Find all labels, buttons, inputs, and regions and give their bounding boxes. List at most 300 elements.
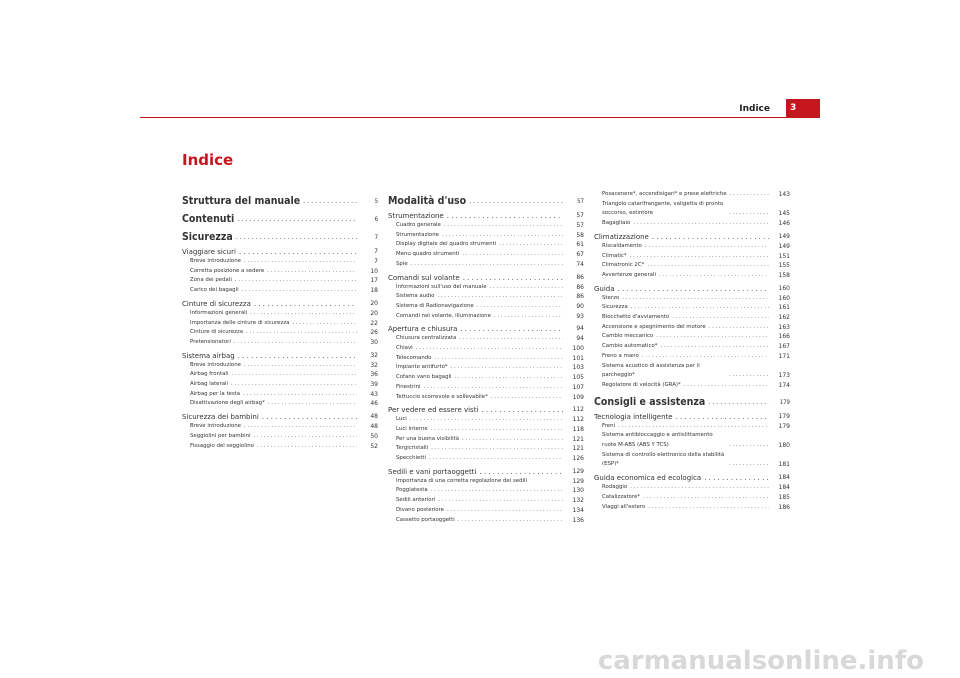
- dot-leader: [661, 342, 769, 352]
- toc-section[interactable]: [388, 467, 584, 477]
- toc-entry[interactable]: [388, 506, 584, 516]
- toc-section[interactable]: [182, 412, 378, 422]
- toc-entry-title: Fissaggio del seggiolino: [190, 442, 254, 449]
- dot-leader: [234, 338, 357, 348]
- toc-entry-title: Rodaggio: [602, 484, 628, 491]
- toc-entry-title: Spie: [396, 260, 408, 267]
- toc-entry-title: Luci: [396, 416, 407, 423]
- dot-leader: [656, 332, 769, 342]
- toc-page-number: 52: [370, 442, 378, 450]
- dot-leader: [630, 252, 769, 262]
- toc-entry[interactable]: [388, 425, 584, 435]
- toc-page-number: 103: [572, 364, 584, 372]
- toc-entry-title: Informazioni generali: [190, 309, 248, 316]
- toc-entry-title: Freno a mano: [602, 352, 639, 359]
- toc-column-1: [182, 190, 378, 451]
- toc-entry-title: Cambio meccanico: [602, 333, 654, 340]
- toc-page-number: 32: [370, 361, 378, 369]
- dot-leader: [438, 496, 563, 506]
- toc-entry[interactable]: [182, 380, 378, 390]
- toc-page-number: 101: [572, 354, 584, 362]
- dot-leader: [709, 323, 769, 333]
- dot-leader: [643, 493, 769, 503]
- toc-entry-title: Sistema di controllo elettronico della stabilità (ESP)*: [602, 451, 725, 468]
- toc-page-number: 129: [572, 477, 584, 485]
- toc-entry[interactable]: [388, 221, 584, 231]
- toc-entry-title: Cinture di sicurezza: [182, 299, 251, 308]
- dot-leader: [431, 425, 563, 435]
- toc-page-number: 61: [576, 241, 584, 249]
- toc-entry[interactable]: [182, 422, 378, 432]
- toc-entry-title: Sterzo: [602, 294, 620, 301]
- toc-entry[interactable]: [594, 362, 790, 381]
- dot-leader: [253, 432, 357, 442]
- dot-leader: [642, 352, 769, 362]
- dot-leader: [268, 399, 357, 409]
- toc-entry-title: Comandi nel volante, illuminazione: [396, 312, 491, 319]
- toc-page-number: 109: [572, 393, 584, 401]
- dot-leader: [454, 373, 563, 383]
- header-title: Indice: [739, 104, 770, 114]
- dot-leader: [303, 195, 357, 208]
- toc-entry[interactable]: [388, 292, 584, 302]
- dot-leader: [231, 370, 357, 380]
- toc-page-number: 167: [778, 343, 790, 351]
- dot-leader: [460, 324, 563, 334]
- toc-page-number: 161: [778, 304, 790, 312]
- toc-page-number: 107: [572, 383, 584, 391]
- toc-page-number: 86: [576, 293, 584, 301]
- toc-page-number: 181: [778, 461, 790, 469]
- dot-leader: [648, 503, 769, 513]
- toc-section[interactable]: [182, 351, 378, 361]
- dot-leader: [618, 284, 769, 294]
- toc-entry[interactable]: [388, 334, 584, 344]
- toc-entry-title: Finestrini: [396, 383, 421, 390]
- toc-entry[interactable]: [182, 286, 378, 296]
- dot-leader: [684, 381, 769, 391]
- dot-leader: [236, 231, 357, 244]
- toc-section[interactable]: [388, 324, 584, 334]
- toc-section[interactable]: [388, 273, 584, 283]
- toc-entry-title: Guida economica ed ecologica: [594, 474, 702, 483]
- toc-entry[interactable]: [594, 503, 790, 513]
- dot-leader: [239, 247, 357, 257]
- dot-leader: [462, 435, 563, 445]
- toc-entry[interactable]: [182, 328, 378, 338]
- toc-page-number: 174: [778, 381, 790, 389]
- toc-entry-title: Cuadro generale: [396, 222, 441, 228]
- toc-page-number: 5: [374, 198, 378, 205]
- toc-entry-title: Corretta posizione a sedere: [190, 267, 265, 274]
- toc-page-number: 57: [577, 198, 584, 205]
- toc-page-number: 166: [778, 333, 790, 341]
- toc-page-number: 134: [572, 506, 584, 514]
- toc-entry[interactable]: [594, 252, 790, 262]
- toc-page-number: 171: [778, 352, 790, 360]
- dot-leader: [244, 361, 357, 371]
- toc-entry-title: Sistema audio: [396, 293, 435, 300]
- toc-entry[interactable]: [594, 190, 790, 200]
- dot-leader: [477, 302, 563, 312]
- toc-entry-title: Zona dei pedali: [190, 277, 232, 284]
- toc-chapter[interactable]: [594, 396, 790, 409]
- toc-entry-title: Impianto antifurto*: [396, 364, 448, 371]
- toc-entry-title: Per una buona visibilità: [396, 435, 460, 442]
- toc-entry-title: Blocchetto d'avviamento: [602, 314, 670, 321]
- toc-entry-title: Sedili e vani portaoggetti: [388, 467, 477, 476]
- dot-leader: [631, 303, 769, 313]
- dot-leader: [463, 273, 563, 283]
- dot-leader: [729, 460, 769, 470]
- toc-page-number: 48: [370, 423, 378, 431]
- dot-leader: [708, 396, 769, 409]
- dot-leader: [254, 299, 357, 309]
- toc-entry[interactable]: [388, 477, 584, 487]
- toc-page-number: 121: [572, 435, 584, 443]
- dot-leader: [424, 383, 564, 393]
- dot-leader: [479, 467, 563, 477]
- dot-leader: [729, 209, 769, 219]
- dot-leader: [292, 319, 357, 329]
- toc-entry[interactable]: [388, 363, 584, 373]
- toc-entry-title: Strumentazione: [396, 231, 439, 238]
- toc-section[interactable]: [388, 405, 584, 415]
- toc-page-number: 57: [576, 222, 584, 229]
- toc-entry[interactable]: [182, 370, 378, 380]
- dot-leader: [444, 221, 563, 231]
- toc-entry[interactable]: [388, 354, 584, 364]
- toc-chapter[interactable]: [182, 213, 378, 226]
- toc-page-number: 149: [778, 242, 790, 250]
- toc-entry[interactable]: [388, 260, 584, 270]
- toc-entry-title: Display digitale del quadro strumenti: [396, 241, 497, 248]
- toc-entry-title: Avvertenze generali: [602, 271, 656, 278]
- toc-entry[interactable]: [388, 435, 584, 445]
- dot-leader: [244, 422, 357, 432]
- toc-entry-title: Sicurezza: [182, 231, 233, 243]
- dot-leader: [630, 483, 769, 493]
- toc-entry[interactable]: [388, 373, 584, 383]
- dot-leader: [704, 473, 769, 483]
- toc-entry[interactable]: [182, 442, 378, 452]
- dot-leader: [652, 232, 769, 242]
- dot-leader: [458, 516, 563, 526]
- toc-entry-title: Comandi sul volante: [388, 273, 460, 282]
- toc-section[interactable]: [182, 299, 378, 309]
- toc-entry[interactable]: [594, 451, 790, 470]
- toc-page-number: 149: [778, 232, 790, 240]
- dot-leader: [459, 334, 563, 344]
- toc-column-3: [594, 190, 790, 512]
- toc-entry-title: Posacenere*, accendisigari* e prese elettriche: [602, 191, 727, 197]
- dot-leader: [659, 271, 769, 281]
- toc-page-number: 184: [778, 474, 790, 482]
- toc-page-number: 126: [572, 455, 584, 463]
- dot-leader: [410, 415, 563, 425]
- toc-entry-title: Triangolo catarifrangente, valigetta di pronto soccorso, estintore: [602, 200, 724, 217]
- toc-entry[interactable]: [388, 415, 584, 425]
- toc-entry-title: Chiusura centralizzata: [396, 335, 457, 342]
- toc-entry[interactable]: [388, 516, 584, 526]
- toc-entry[interactable]: [594, 294, 790, 304]
- dot-leader: [729, 441, 769, 451]
- toc-entry-title: Tergicristalli: [396, 445, 429, 452]
- toc-entry-title: Carico dei bagagli: [190, 287, 239, 294]
- toc-entry-title: Cofano vano bagagli: [396, 374, 452, 381]
- toc-page-number: 179: [779, 398, 790, 406]
- dot-leader: [672, 313, 769, 323]
- toc-page-number: 179: [778, 412, 790, 420]
- toc-entry[interactable]: [594, 271, 790, 281]
- toc-entry-title: Climatic*: [602, 252, 627, 259]
- toc-entry[interactable]: [594, 352, 790, 362]
- toc-page-number: 39: [370, 381, 378, 389]
- toc-entry-title: Catalizzatore*: [602, 493, 640, 500]
- toc-entry[interactable]: [182, 390, 378, 400]
- toc-page-number: 30: [370, 338, 378, 346]
- toc-page-number: 48: [370, 413, 378, 421]
- toc-entry[interactable]: [388, 344, 584, 354]
- toc-page-number: 129: [572, 467, 584, 475]
- toc-page-number: 121: [572, 445, 584, 453]
- toc-entry-title: Breve introduzione: [190, 258, 241, 264]
- dot-leader: [431, 444, 563, 454]
- toc-entry-title: Specchietti: [396, 455, 427, 462]
- toc-entry-title: Struttura del manuale: [182, 195, 301, 207]
- toc-entry[interactable]: [594, 381, 790, 391]
- toc-page-number: 17: [370, 277, 378, 285]
- toc-entry-title: Sicurezza dei bambini: [182, 413, 259, 422]
- toc-page-number: 58: [576, 231, 584, 239]
- page-title: Indice: [182, 151, 234, 169]
- toc-entry-title: Apertura e chiusura: [388, 325, 458, 334]
- toc-chapter[interactable]: [182, 195, 378, 208]
- toc-entry[interactable]: [388, 231, 584, 241]
- toc-chapter[interactable]: [182, 231, 378, 244]
- toc-entry-title: Importanza delle cinture di sicurezza: [190, 319, 290, 326]
- dot-leader: [647, 261, 769, 271]
- toc-page-number: 145: [778, 210, 790, 218]
- page-number-badge: 3: [786, 99, 820, 117]
- header-divider: [140, 117, 820, 118]
- dot-leader: [481, 405, 563, 415]
- toc-page-number: 180: [778, 442, 790, 450]
- toc-entry-title: Bagagliaio: [602, 220, 631, 227]
- toc-entry-title: Informazioni sull'uso del manuale: [396, 283, 487, 290]
- toc-page-number: 18: [370, 287, 378, 295]
- toc-page-number: 158: [778, 271, 790, 279]
- watermark: carmanualsonline.info: [597, 646, 924, 676]
- toc-page-number: 26: [370, 329, 378, 337]
- toc-page-number: 86: [576, 283, 584, 291]
- dot-leader: [231, 380, 357, 390]
- toc-entry[interactable]: [594, 422, 790, 432]
- dot-leader: [257, 442, 357, 452]
- toc-page-number: 186: [778, 503, 790, 511]
- toc-entry[interactable]: [182, 338, 378, 348]
- toc-entry[interactable]: [594, 242, 790, 252]
- toc-entry-title: Climatizzazione: [594, 232, 649, 241]
- toc-page-number: 105: [572, 374, 584, 382]
- toc-entry[interactable]: [182, 399, 378, 409]
- dot-leader: [462, 250, 563, 260]
- toc-entry-title: Tettuccio scorrevole e sollevabile*: [396, 393, 488, 400]
- dot-leader: [451, 363, 563, 373]
- dot-leader: [416, 344, 563, 354]
- dot-leader: [411, 260, 563, 270]
- toc-entry[interactable]: [594, 342, 790, 352]
- toc-page-number: 57: [576, 212, 584, 219]
- dot-leader: [491, 393, 563, 403]
- toc-page-number: 155: [778, 262, 790, 270]
- toc-entry-title: Tecnologia intelligente: [594, 412, 673, 421]
- toc-entry-title: Airbag frontali: [190, 371, 229, 378]
- toc-entry-title: Guida: [594, 284, 615, 293]
- toc-chapter[interactable]: [388, 195, 584, 208]
- toc-entry[interactable]: [182, 309, 378, 319]
- toc-page-number: 179: [778, 422, 790, 430]
- toc-entry[interactable]: [388, 486, 584, 496]
- toc-entry[interactable]: [594, 431, 790, 450]
- dot-leader: [442, 231, 563, 241]
- toc-page-number: 20: [370, 299, 378, 307]
- toc-entry[interactable]: [388, 302, 584, 312]
- toc-entry[interactable]: [594, 219, 790, 229]
- toc-entry[interactable]: [388, 250, 584, 260]
- toc-page-number: 74: [576, 260, 584, 268]
- toc-page-number: 32: [370, 351, 378, 359]
- dot-leader: [235, 276, 357, 286]
- toc-entry-title: Per vedere ed essere visti: [388, 406, 479, 415]
- dot-leader: [645, 242, 769, 252]
- toc-page-number: 118: [572, 425, 584, 433]
- toc-entry[interactable]: [388, 383, 584, 393]
- toc-page-number: 146: [778, 220, 790, 228]
- toc-entry-title: Accensione e spegnimento del motore: [602, 323, 706, 330]
- toc-page-number: 112: [572, 416, 584, 424]
- toc-entry-title: Menu quadro strumenti: [396, 251, 460, 258]
- dot-leader: [622, 294, 769, 304]
- toc-entry[interactable]: [594, 323, 790, 333]
- dot-leader: [244, 257, 357, 267]
- dot-leader: [494, 312, 563, 322]
- toc-page-number: 160: [778, 284, 790, 292]
- toc-entry[interactable]: [182, 267, 378, 277]
- toc-entry[interactable]: [182, 432, 378, 442]
- dot-leader: [262, 412, 357, 422]
- toc-entry-title: Poggiatesta: [396, 487, 428, 494]
- toc-entry-title: Airbag laterali: [190, 381, 229, 388]
- toc-entry-title: Seggiolini per bambini: [190, 432, 251, 439]
- toc-entry-title: Consigli e assistenza: [594, 395, 706, 408]
- toc-entry-title: Luci interne: [396, 425, 428, 432]
- toc-entry-title: Modalità d'uso: [388, 195, 467, 207]
- toc-section[interactable]: [594, 232, 790, 242]
- toc-column-2: [388, 190, 584, 525]
- toc-entry[interactable]: [594, 483, 790, 493]
- toc-entry-title: Telecomando: [396, 354, 432, 361]
- toc-entry[interactable]: [388, 283, 584, 293]
- toc-entry[interactable]: [594, 332, 790, 342]
- toc-entry[interactable]: [388, 444, 584, 454]
- toc-entry-title: Contenuti: [182, 213, 235, 225]
- dot-leader: [242, 286, 357, 296]
- toc-page-number: 36: [370, 371, 378, 379]
- toc-page-number: 160: [778, 294, 790, 302]
- dot-leader: [246, 328, 357, 338]
- dot-leader: [633, 219, 769, 229]
- toc-page-number: 10: [370, 267, 378, 275]
- dot-leader: [469, 195, 563, 208]
- dot-leader: [676, 412, 769, 422]
- toc-entry-title: Cinture di sicurezza: [190, 329, 244, 336]
- toc-entry[interactable]: [594, 313, 790, 323]
- toc-entry[interactable]: [594, 303, 790, 313]
- toc-entry-title: Regolatore di velocità (GRA)*: [602, 381, 681, 388]
- toc-entry-title: Importanza di una corretta regolazione dei sedili: [396, 477, 527, 484]
- toc-section[interactable]: [594, 473, 790, 483]
- toc-entry-title: Sistema airbag: [182, 351, 235, 360]
- toc-entry-title: Cassetto portaoggetti: [396, 516, 455, 523]
- toc-entry-title: Sistema antibloccaggio e antislittamento ruote M-ABS (ABS Y TCS): [602, 432, 713, 449]
- toc-page-number: 163: [778, 323, 790, 331]
- toc-page-number: 112: [572, 406, 584, 414]
- toc-entry[interactable]: [594, 200, 790, 219]
- dot-leader: [250, 309, 357, 319]
- toc-entry-title: Chiavi: [396, 345, 413, 352]
- toc-section[interactable]: [182, 247, 378, 257]
- toc-entry[interactable]: [594, 261, 790, 271]
- toc-page-number: 136: [572, 516, 584, 524]
- toc-entry[interactable]: [182, 257, 378, 267]
- toc-page-number: 7: [374, 234, 378, 241]
- dot-leader: [237, 213, 357, 226]
- toc-entry-title: Riscaldamento: [602, 242, 642, 249]
- toc-entry-title: Disattivazione degli airbag*: [190, 400, 265, 407]
- toc-page-number: 130: [572, 487, 584, 495]
- toc-section[interactable]: [594, 284, 790, 294]
- toc-page-number: 7: [374, 258, 378, 265]
- toc-page-number: 20: [370, 309, 378, 317]
- toc-entry-title: Sedili anteriori: [396, 497, 436, 504]
- toc-page-number: 22: [370, 319, 378, 327]
- toc-entry[interactable]: [388, 496, 584, 506]
- toc-entry[interactable]: [594, 493, 790, 503]
- toc-entry-title: Viaggiare sicuri: [182, 248, 236, 256]
- toc-entry[interactable]: [182, 361, 378, 371]
- toc-entry[interactable]: [182, 276, 378, 286]
- toc-section[interactable]: [388, 211, 584, 221]
- toc-entry[interactable]: [388, 312, 584, 322]
- dot-leader: [243, 390, 357, 400]
- toc-page-number: 94: [576, 335, 584, 343]
- toc-entry[interactable]: [388, 454, 584, 464]
- toc-page-number: 93: [576, 312, 584, 320]
- toc-entry-title: Cambio automatico*: [602, 343, 658, 350]
- toc-section[interactable]: [594, 412, 790, 422]
- toc-entry[interactable]: [388, 240, 584, 250]
- toc-entry-title: Sistema acustico di assistenza per il parcheggio*: [602, 362, 700, 379]
- toc-entry-title: Climatronic 2C*: [602, 262, 645, 269]
- toc-entry[interactable]: [388, 393, 584, 403]
- toc-entry-title: Breve introduzione: [190, 423, 241, 430]
- dot-leader: [490, 283, 563, 293]
- toc-entry-title: Pretensionatori: [190, 338, 231, 345]
- toc-page-number: 90: [576, 302, 584, 310]
- toc-page-number: 6: [374, 216, 378, 223]
- toc-entry[interactable]: [182, 319, 378, 329]
